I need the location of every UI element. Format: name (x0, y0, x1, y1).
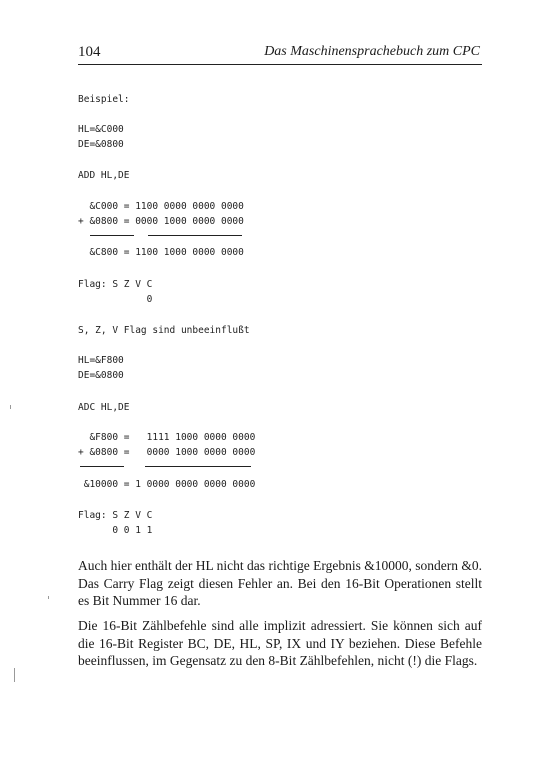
example2-underline-right (145, 466, 251, 467)
running-title: Das Maschinensprachebuch zum CPC (264, 44, 480, 59)
example2-operand2: + &0800 = 0000 1000 0000 0000 (78, 447, 256, 458)
example2-de-assign: DE=&0800 (78, 370, 124, 381)
example1-flag-note: S, Z, V Flag sind unbeeinflußt (78, 325, 250, 336)
example2-result: &10000 = 1 0000 0000 0000 0000 (78, 479, 256, 490)
example1-flag-values: 0 (78, 294, 153, 305)
example2-operand1: &F800 = 1111 1000 0000 0000 (78, 432, 256, 443)
scan-mark (14, 668, 15, 682)
example-label: Beispiel: (78, 94, 130, 105)
page-number: 104 (78, 44, 101, 60)
example1-result: &C800 = 1100 1000 0000 0000 (78, 247, 244, 258)
body-paragraph-counters: Die 16-Bit Zählbefehle sind alle implizit adressiert. Sie können sich auf die 16-Bit Register BC, DE, HL, SP, IX und IY beziehen. Diese Befehle beeinflussen, im Gegensatz zu den 8-Bit Zählbefehlen, nicht (!) die Flags. (78, 618, 482, 668)
example2-instruction: ADC HL,DE (78, 402, 130, 413)
example1-flag-header: Flag: S Z V C (78, 279, 153, 290)
example1-underline-right (148, 235, 242, 236)
scan-mark (48, 596, 49, 599)
example1-de-assign: DE=&0800 (78, 139, 124, 150)
example2-flag-values: 0 0 1 1 (78, 525, 153, 536)
page-header (78, 42, 482, 65)
example1-hl-assign: HL=&C000 (78, 124, 124, 135)
example2-flag-header: Flag: S Z V C (78, 510, 153, 521)
example1-operand2: + &0800 = 0000 1000 0000 0000 (78, 216, 244, 227)
example1-underline-left (90, 235, 134, 236)
scan-mark (10, 405, 11, 409)
body-paragraph-carry: Auch hier enthält der HL nicht das richtige Ergebnis &10000, sondern &0. Das Carry Flag zeigt diesen Fehler an. Bei den 16-Bit Operationen stellt es Bit Nummer 16 dar. (78, 558, 482, 608)
example2-hl-assign: HL=&F800 (78, 355, 124, 366)
example2-underline-left (80, 466, 124, 467)
example1-operand1: &C000 = 1100 0000 0000 0000 (78, 201, 244, 212)
example1-instruction: ADD HL,DE (78, 170, 130, 181)
